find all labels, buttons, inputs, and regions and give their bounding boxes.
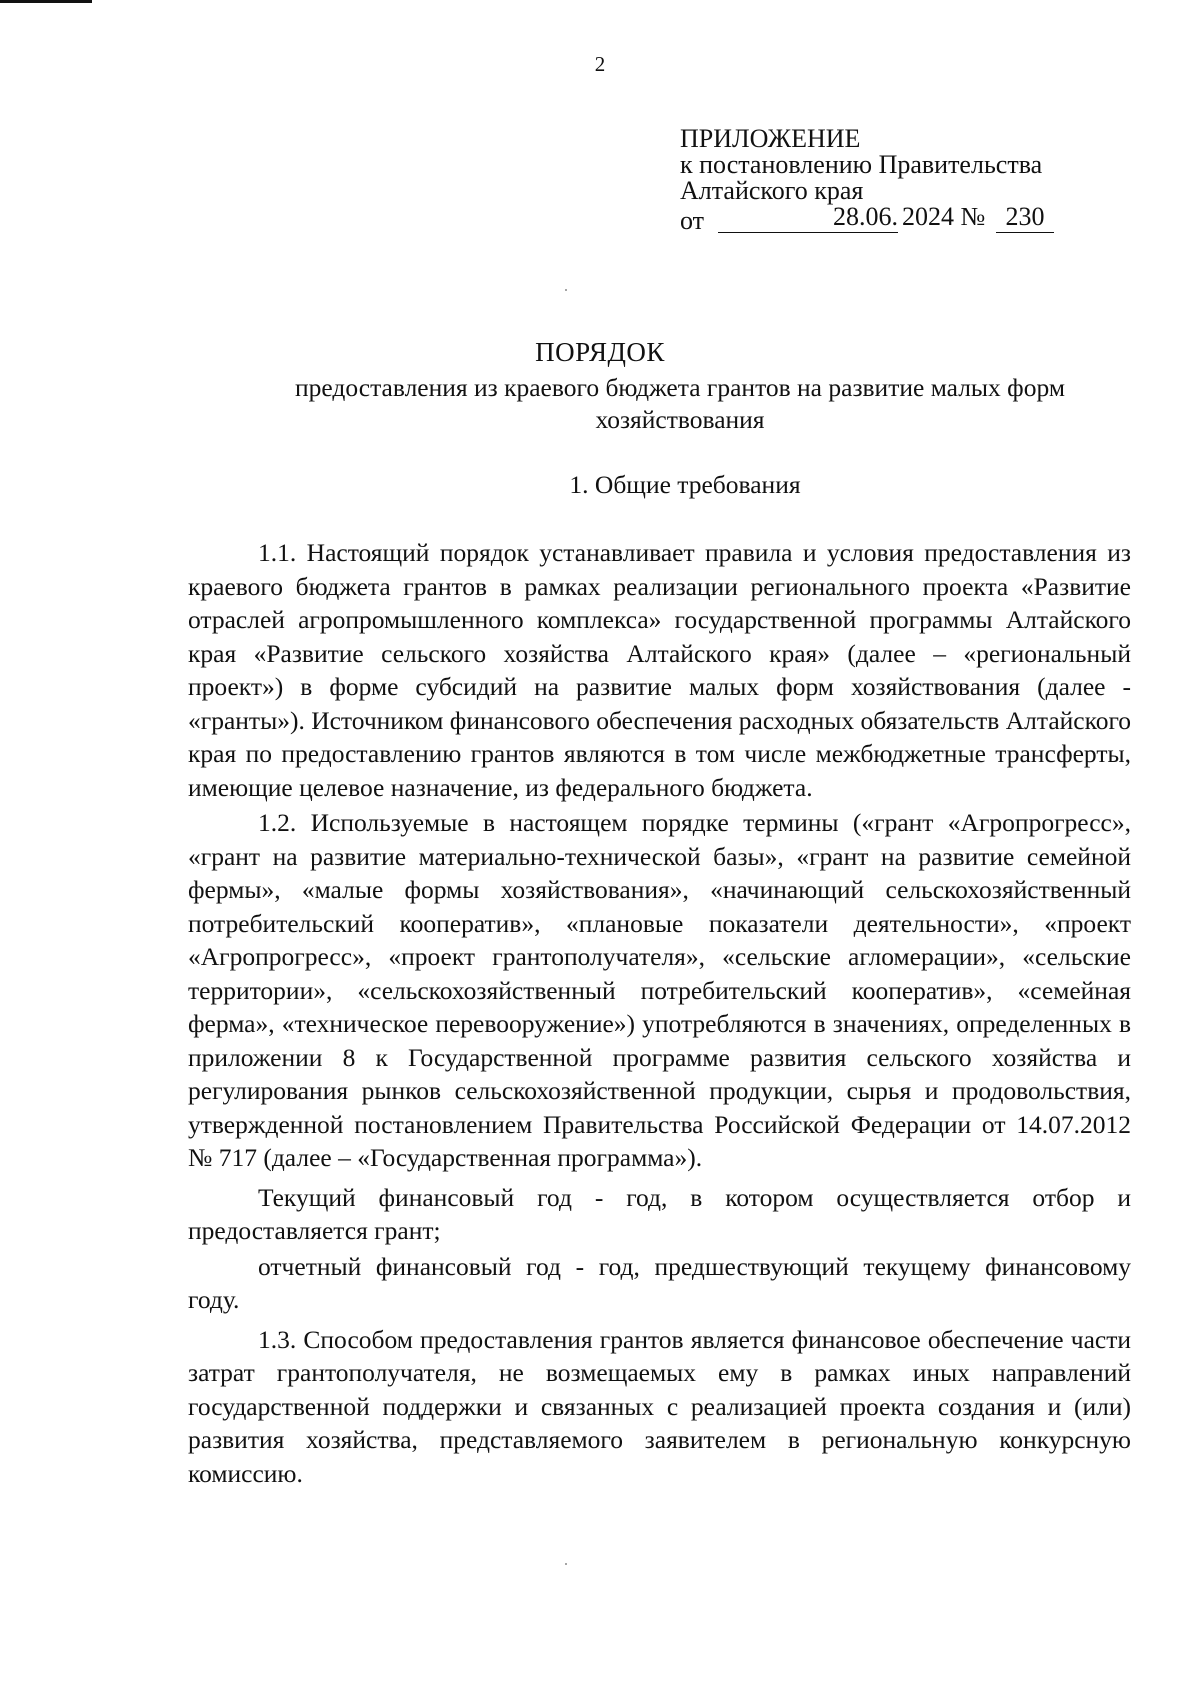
scan-speck bbox=[565, 289, 567, 291]
appendix-year-no: 2024 № bbox=[902, 202, 986, 231]
page-number: 2 bbox=[594, 52, 606, 76]
appendix-ot: от bbox=[680, 206, 705, 235]
paragraph-current-year: Текущий финансовый год - год, в котором осуществляется отбор и предоставляется грант; bbox=[188, 1182, 1131, 1245]
appendix-date-line bbox=[680, 204, 1120, 234]
appendix-line-2: Алтайского края bbox=[680, 176, 864, 205]
paragraph-reporting-year: отчетный финансовый год - год, предшествующий текущему финансовому году. bbox=[188, 1251, 1131, 1314]
appendix-heading: ПРИЛОЖЕНИЕ bbox=[680, 124, 861, 153]
appendix-block bbox=[680, 126, 1120, 234]
section-heading: 1. Общие требования bbox=[569, 470, 801, 499]
paragraph-1-3: 1.3. Способом предоставления грантов является финансовое обеспечение части затрат грантополучателя, не возмещаемых ему в рамках иных направлений государственной поддержки и связанных с реализацией проекта создания и (или) развития хозяйства, представляемого заявителем в региональную конкурсную комиссию. bbox=[188, 1324, 1131, 1488]
appendix-number: 230 bbox=[996, 204, 1054, 233]
scan-speck bbox=[565, 1563, 567, 1565]
paragraph-1-2: 1.2. Используемые в настоящем порядке термины («грант «Агропрогресс», «грант на развитие материально-технической базы», «грант на развитие семейной фермы», «малые формы хозяйствования», «начинающий сельскохозяйственный потребительский кооператив», «плановые показатели деятельности», «проект «Агропрогресс», «проект грантополучателя», «сельские агломерации», «сельские территории», «сельскохозяйственный потребительский кооператив», «семейная ферма», «техническое перевооружение») употребляются в значениях, определенных в приложении 8 к Государственной программе развития сельского хозяйства и регулирования рынков сельскохозяйственной продукции, сырья и продовольствия, утвержденной постановлением Правительства Российской Федерации от 14.07.2012 № 717 (далее – «Государственная программа»). bbox=[188, 808, 1131, 1172]
appendix-date: 28.06. bbox=[718, 204, 898, 233]
appendix-line-1: к постановлению Правительства bbox=[680, 150, 1043, 179]
paragraph-1-1: 1.1. Настоящий порядок устанавливает правила и условия предоставления из краевого бюджета грантов в рамках реализации регионального проекта «Развитие отраслей агропромышленного комплекса» государственной программы Алтайского края «Развитие сельского хозяйства Алтайского края» (далее – «региональный проект») в форме субсидий на развитие малых форм хозяйствования (далее - «гранты»). Источником финансового обеспечения расходных обязательств Алтайского края по предоставлению грантов являются в том числе межбюджетные трансферты, имеющие целевое назначение, из федерального бюджета. bbox=[188, 538, 1132, 802]
document-subtitle: предоставления из краевого бюджета грантов на развитие малых форм хозяйствования bbox=[295, 373, 1065, 434]
document-title: ПОРЯДОК bbox=[535, 337, 665, 367]
body-text bbox=[188, 536, 1131, 1492]
corner-mark bbox=[0, 0, 92, 3]
